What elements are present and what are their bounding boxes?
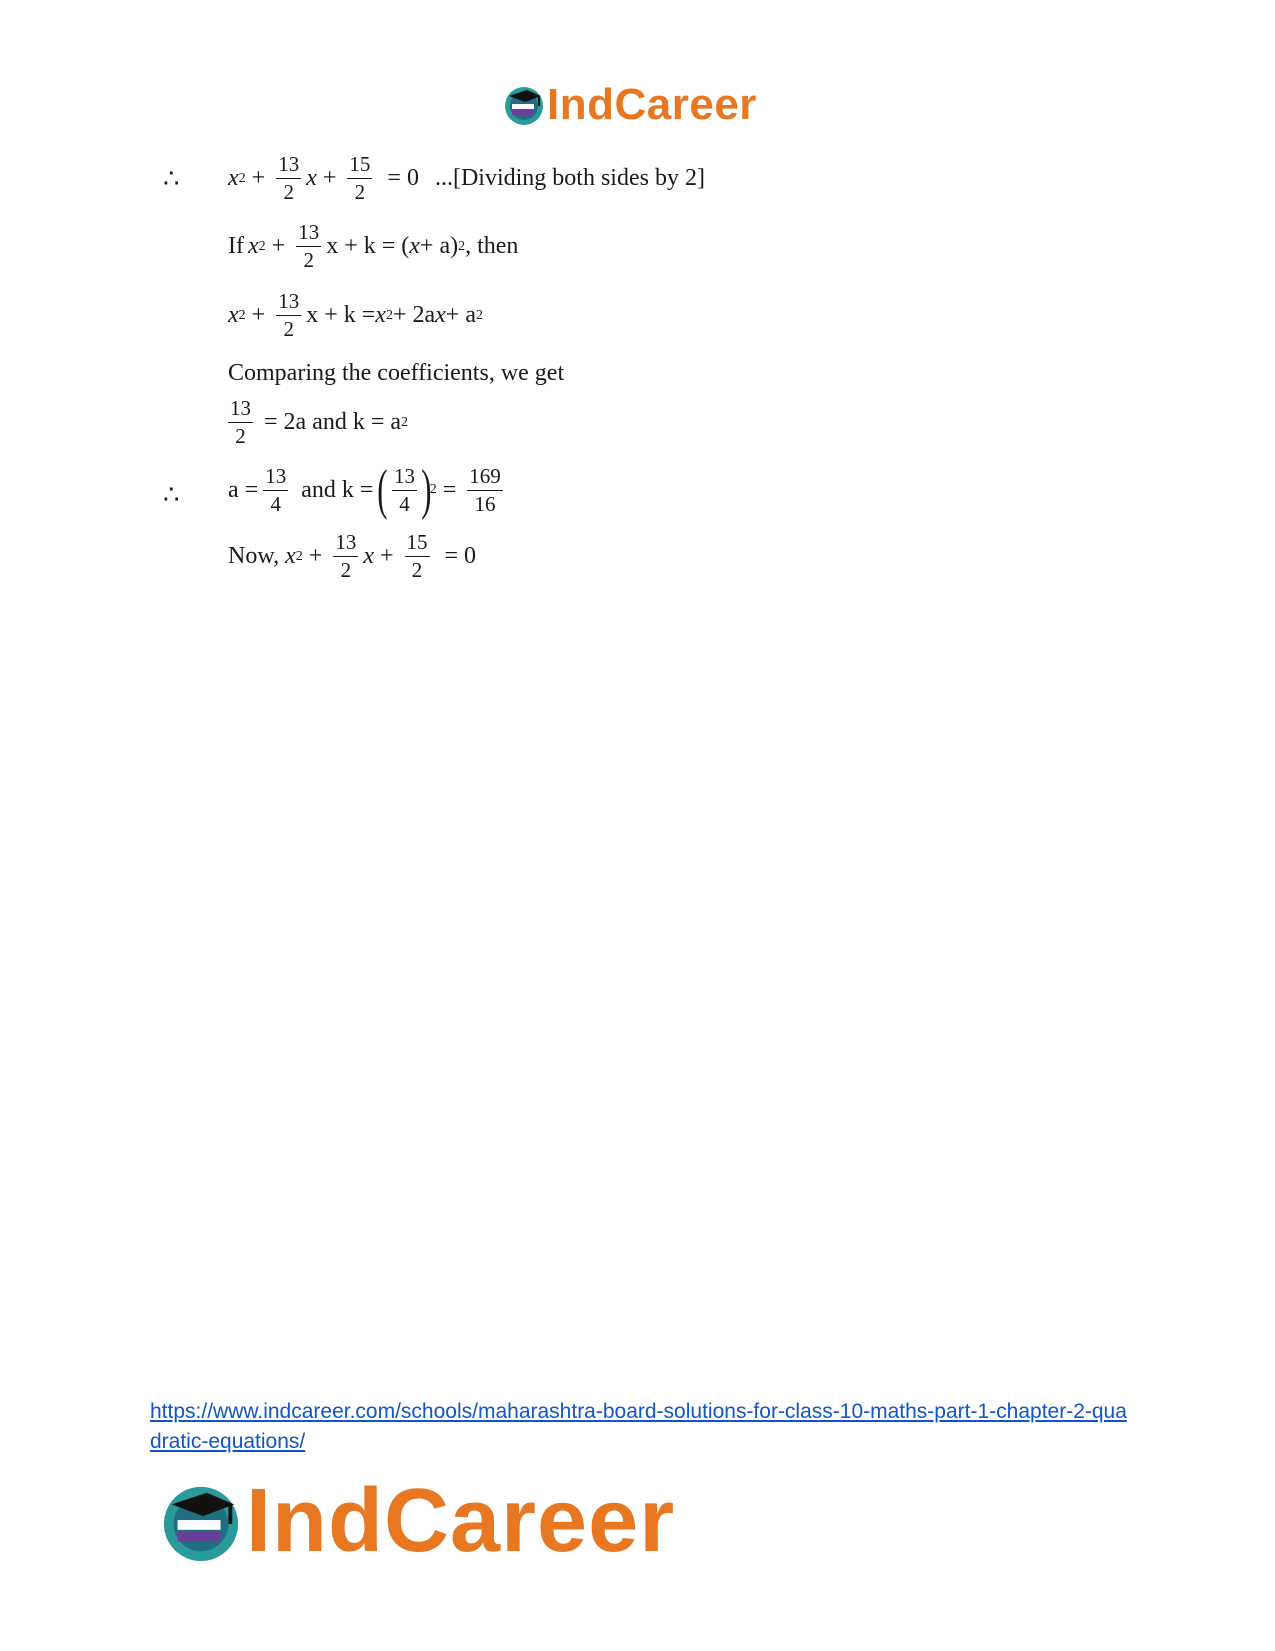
equation-line-7: Now, x 2 + $\frac{13}{2}$ x + $\frac{15}{2}$ = 0 xyxy=(228,530,477,582)
therefore-symbol: ∴ xyxy=(163,164,180,193)
source-link[interactable]: https://www.indcareer.com/schools/maharashtra-board-solutions-for-class-10-maths-part-1-chapter-2-quadratic-equations/ xyxy=(150,1400,1127,1453)
equation-line-3: x 2 + $\frac{13}{2}$ x + k = x 2 + 2a x + a 2 xyxy=(228,289,483,341)
fraction: $\frac{13}{4}$ xyxy=(394,463,416,516)
comparing-text: Comparing the coefficients, we get xyxy=(228,360,565,386)
fraction: $\frac{15}{2}$ xyxy=(349,152,371,204)
fraction: $\frac{13}{2}$ xyxy=(278,152,300,204)
fraction: $\frac{13}{2}$ xyxy=(230,396,251,448)
fraction: $\frac{13}{2}$ xyxy=(278,289,300,341)
footer-logo xyxy=(160,1470,675,1573)
fraction: $\frac{169}{16}$ xyxy=(469,463,501,516)
fraction: $\frac{13}{4}$ xyxy=(265,463,287,516)
equation-line-1: x 2 + $\frac{13}{2}$ x + $\frac{15}{2}$ = 0 ...[Dividing both sides by 2] xyxy=(228,152,705,204)
note: ...[Dividing both sides by 2] xyxy=(434,165,705,191)
fraction: $\frac{13}{2}$ xyxy=(298,220,320,272)
logo-text: IndCareer xyxy=(246,1471,676,1571)
equation-line-2: If x 2 + $\frac{13}{2}$ x + k = ( x + a) 2 , then xyxy=(228,220,519,272)
therefore-symbol: ∴ xyxy=(163,480,180,509)
logo-text: IndCareer xyxy=(547,80,757,129)
fraction: $\frac{15}{2}$ xyxy=(406,530,428,582)
graduation-cap-icon xyxy=(160,1481,242,1563)
fraction: $\frac{13}{2}$ xyxy=(335,530,357,582)
equation-line-5: $\frac{13}{2}$ = 2a and k = a 2 xyxy=(230,396,409,448)
equation-line-6: a = $\frac{13}{4}$ and k = ( $\frac{13}{4}$ ) 2 = $\frac{169}{16}$ xyxy=(228,459,501,521)
header-logo xyxy=(503,80,757,130)
graduation-cap-icon xyxy=(503,84,545,126)
